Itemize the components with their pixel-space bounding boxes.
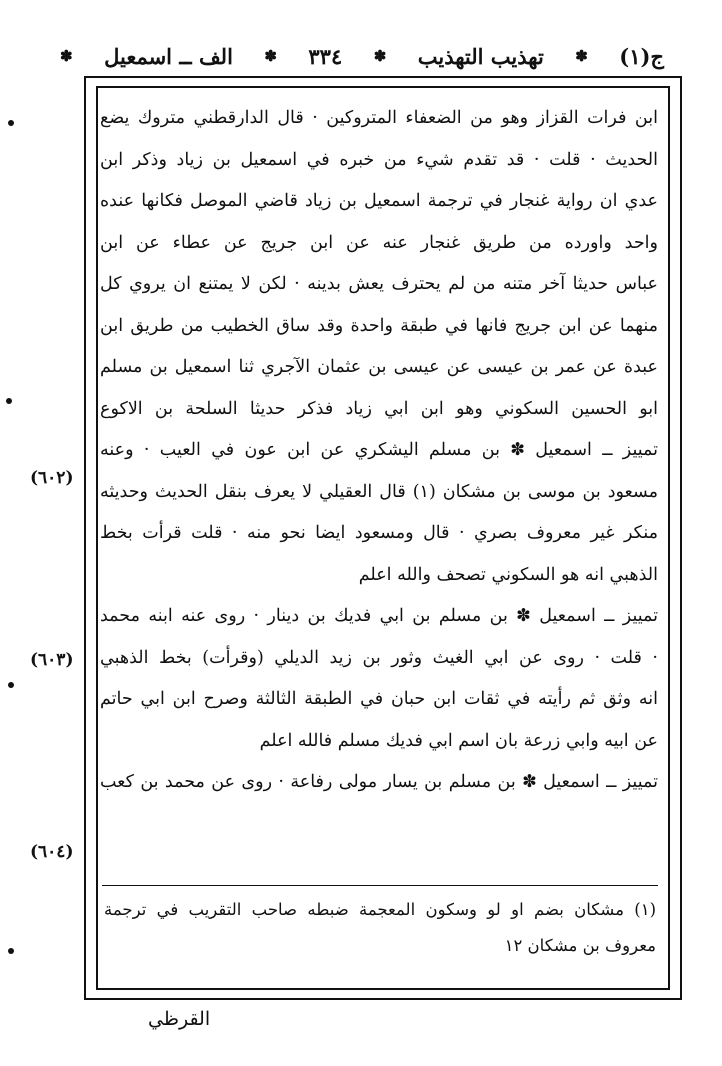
text-line: الحديث · قلت · قد تقدم شيء من خبره في اسمعيل بن زياد وذكر ابن [100, 149, 658, 170]
margin-speck [8, 948, 14, 954]
book-title: تهذيب التهذيب [417, 43, 544, 69]
text-line: تمييز ــ اسمعيل ✽ بن مسلم بن يسار مولى رفاعة · روى عن محمد بن كعب [100, 772, 658, 792]
ornament-star-icon: ✽ [60, 47, 73, 65]
entry-number-604: (٦٠٤) [30, 842, 74, 862]
section-label: الف ــ اسمعيل [104, 43, 233, 69]
text-line: انه وثق ثم رأيته في ثقات ابن حبان في الطبقة الثالثة وصرح ابن ابي حاتم [100, 689, 658, 709]
ornament-star-icon: ✽ [264, 47, 277, 65]
text-line: منكر غير معروف بصري · قال ومسعود ايضا نحو منه · قلت قرأت بخط [100, 523, 658, 543]
text-line: مسعود بن موسى بن مشكان (١) قال العقيلي لا يعرف بنقل الحديث وحديثه [100, 481, 658, 502]
margin-speck [8, 682, 14, 688]
catchword: القرظي [148, 1008, 211, 1030]
text-line: عن ابيه وابي زرعة بان اسم ابي فديك مسلم فالله اعلم [259, 730, 658, 751]
text-line: الذهبي انه هو السكوني تصحف والله اعلم [358, 564, 658, 585]
text-line: عباس حديثا آخر متنه من لم يحترف يعش بدينه · لكن لا يمتنع ان يروي كل [100, 274, 658, 294]
main-text [100, 98, 658, 804]
footnote-line: (١) مشكان بضم او لو وسكون المعجمة ضبطه صاحب التقريب في ترجمة [104, 900, 656, 919]
margin-speck [6, 398, 12, 404]
footnote-rule [102, 885, 658, 886]
page-number: ٣٣٤ [308, 43, 343, 69]
margin-speck [8, 120, 14, 126]
volume-label: ج(١) [619, 43, 664, 69]
ornament-star-icon: ✽ [575, 47, 588, 65]
footnote-line: معروف بن مشكان ١٢ [504, 936, 656, 955]
text-line: ابن فرات القزاز وهو من الضعفاء المتروكين · قال الدارقطني متروك يضع [100, 108, 658, 128]
text-line: تمييز ــ اسمعيل ✽ بن مسلم اليشكري عن ابن عون في العيب · وعنه [100, 440, 658, 460]
text-line: منهما عن ابن جريج فانها في طبقة واحدة وقد ساق الخطيب من طريق ابن [100, 315, 658, 336]
text-line: واحد واورده من طريق غنجار عنه عن ابن جريج عن عطاء عن ابن [100, 232, 658, 253]
entry-number-602: (٦٠٢) [30, 468, 74, 488]
text-line: ابو الحسين السكوني وهو ابن ابي زياد فذكر حديثا السلحة بن الاكوع [100, 398, 658, 419]
ornament-star-icon: ✽ [373, 47, 387, 65]
footnote [104, 892, 656, 964]
text-line: عدي ان رواية غنجار في ترجمة اسمعيل بن زياد قاضي الموصل فكانها عنده [100, 191, 658, 211]
running-header [60, 34, 664, 78]
text-line: تمييز ــ اسمعيل ✽ بن مسلم بن ابي فديك بن دينار · روى عنه ابنه محمد [100, 606, 658, 626]
entry-number-603: (٦٠٣) [30, 650, 74, 670]
text-line: · قلت · روى عن ابي الغيث وثور بن زيد الديلي (وقرأت) بخط الذهبي [100, 647, 658, 668]
text-line: عبدة عن عمر بن عيسى عن عيسى بن عثمان الآجري ثنا اسمعيل بن مسلم [100, 357, 658, 377]
